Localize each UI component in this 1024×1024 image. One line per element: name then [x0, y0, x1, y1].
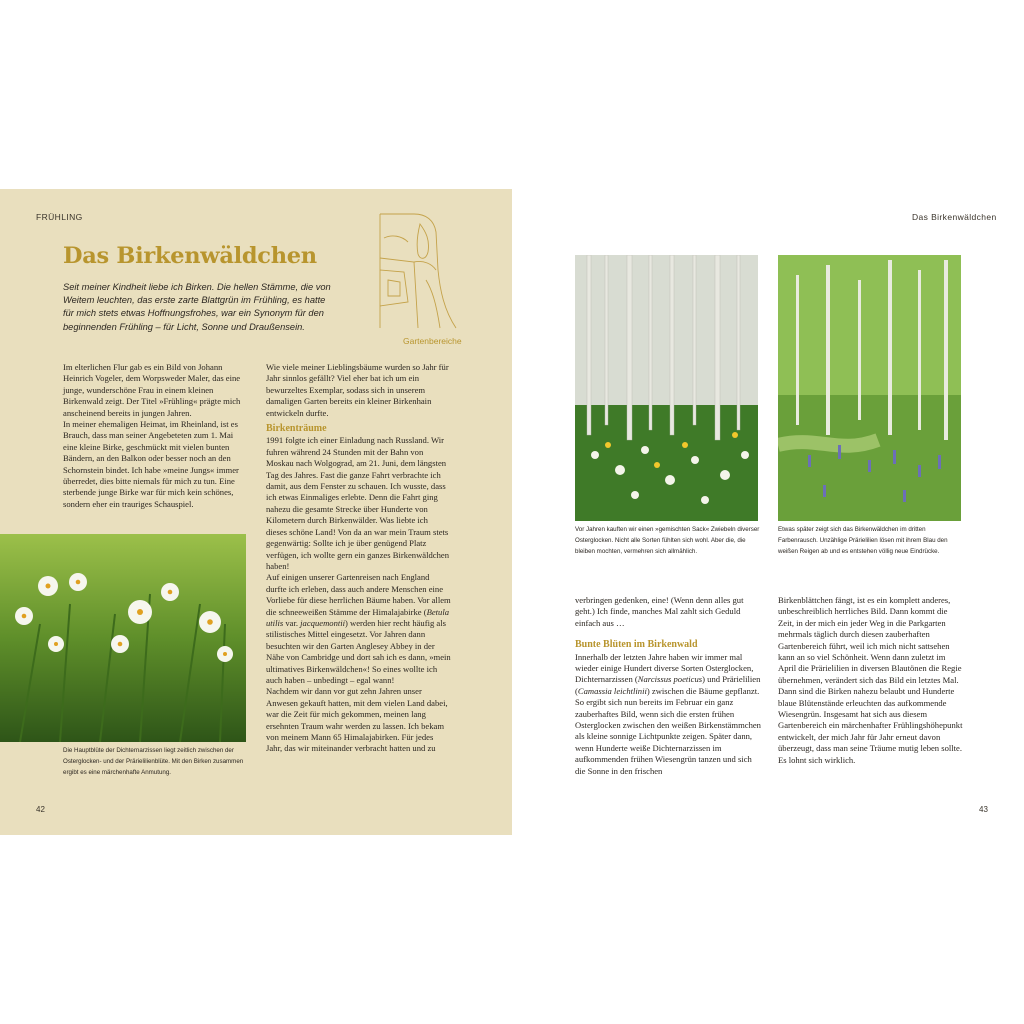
- photo-caption-1: Vor Jahren kauften wir einen »gemischten Sack« Zwiebeln diverser Osterglocken. Nicht alle Sorten fühlten sich wohl. Aber die, die bleiben mochten, vermehren sich allmählich.: [575, 526, 760, 555]
- body-column-2: [266, 362, 451, 755]
- paragraph: In meiner ehemaligen Heimat, im Rheinland, ist es Brauch, dass man seiner Angebeteten zum 1. Mai eine kleine Birke, geschmückt mit vielen bunten Bändern, an den Balkon oder besser noch an den Schornstein bindet. Ich habe »meine Jungs« immer überredet, dies bitte niemals für mich zu tun. Eine sterbende junge Birke war für mich kein schönes, sondern eher ein trauriges Schauspiel.: [63, 419, 239, 509]
- paragraph: Wie viele meiner Lieblingsbäume wurden so Jahr für Jahr sinnlos gefällt? Viel eher bat ich um ein bewurzeltes Exemplar, sodass sich in unserem damaligen Garten bereits ein kleiner Birkenhain entwickeln durfte.: [266, 362, 449, 418]
- paragraph: 1991 folgte ich einer Einladung nach Russland. Wir fuhren während 24 Stunden mit der Bahn von Moskau nach Wolgograd, am 21. Juni, dem längsten Tag des Jahres. Fast die ganze Fahrt verbrachte ich damit, aus dem Fenster zu schauen. Ich wusste, dass ich etwas Einmaliges erlebte. Denn die Fahrt ging nahezu die gesamte Strecke über Hunderte von Kilometern durch Birkenwälder. Was liebte ich dieses schöne Land! Von da an war mein Traum stets gegenwärtig: Sollte ich je über genügend Platz verfügen, ich wollte gern ein ganzes Birkenwäldchen haben!: [266, 435, 450, 571]
- paragraph: Im elterlichen Flur gab es ein Bild von Johann Heinrich Vogeler, dem Worpsweder Maler, das eine junge, wunderschöne Frau in einem kleinen Birkenwald zeigt. Der Titel »Frühling« prägte mich anscheinend bereits in jungen Jahren.: [63, 362, 241, 418]
- body-column-1: [63, 362, 248, 510]
- intro-text: Seit meiner Kindheit liebe ich Birken. Die hellen Stämme, die von Weitem leuchten, das erste zarte Blattgrün im Frühling, es hatte für mich stets etwas Hoffnungsfrohes, war ein Synonym für den beginnenden Frühling – für Licht, Sonne und Draußensein.: [63, 282, 331, 332]
- subheading: Birkenträume: [266, 423, 327, 435]
- running-head-right: Das Birkenwäldchen: [912, 212, 997, 222]
- running-head-left: FRÜHLING: [36, 212, 83, 222]
- body-column-4: [778, 595, 964, 766]
- paragraph: verbringen gedenken, eine! (Wenn denn alles gut geht.) Ich finde, manches Mal zahlt sich Geduld einfach aus …: [575, 595, 744, 628]
- body-column-3: [575, 595, 761, 777]
- narcissus-photo: [0, 534, 246, 742]
- paragraph: Innerhalb der letzten Jahre haben wir immer mal wieder einige Hundert diverse Sorten Osterglocken, Dichternarzissen (Narcissus poeticus) und Prärielilien (Camassia leichtlinii) zwischen die Bäume gepflanzt. So ergibt sich nun bereits im Februar ein ganz zauberhaftes Bild, wenn sich die ersten frühen Osterglocken zwischen den weißen Birkenstämmchen als kleine sonnige Lichtpunkte zeigen. Später dann, wenn Hunderte weiße Dichternarzissen im aufkommenden frühen Wiesengrün tanzen und sich die Sonne in den frischen: [575, 651, 761, 776]
- section-tag: Gartenbereiche: [403, 336, 462, 346]
- subheading: Bunte Blüten im Birkenwald: [575, 639, 698, 651]
- page-title: Das Birkenwäldchen: [63, 243, 317, 269]
- birch-camassia-photo: [778, 255, 961, 521]
- garden-map-illustration: [374, 210, 458, 330]
- photo-caption-left: Die Hauptblüte der Dichternarzissen liegt zeitlich zwischen der Osterglocken- und der Prärielilienblüte. Mit den Birken zusammen ergibt es eine märchenhafte Anmutung.: [63, 747, 244, 776]
- page-number-right: 43: [979, 805, 988, 814]
- paragraph: Auf einigen unserer Gartenreisen nach England durfte ich erleben, dass auch andere Menschen eine Vorliebe für diese herrlichen Bäume haben. Vor allem die schneeweißen Stämme der Himalajabirke (Betula utilis var. jacquemontii) werden hier recht häufig als stilistisches Mittel eingesetzt. Vor Jahren dann besuchten wir den Garten Anglesey Abbey in der Nähe von Cambridge und dort sah ich es dann, »mein ultimatives Birkenwäldchen«! So eines wollte ich auch haben – unbedingt – egal wann!: [266, 572, 451, 685]
- paragraph: Birkenblättchen fängt, ist es ein komplett anderes, unbeschreiblich herrliches Bild. Dann kommt die Zeit, in der mich ein jeder Weg in die Parkgarten mehrmals täglich durch diesen zauberhaften Gartenbereich führt, weil ich mich nicht sattsehen kann an so viel Schönheit. Wenn dann zuletzt im April die Prärielilien in diversen Blautönen die Regie übernehmen, verändert sich das Bild ein letztes Mal. Dann sind die Birken nahezu belaubt und Hunderte blaue Blütenstände erleuchten das aufkommende Wiesengrün. Insgesamt hat sich aus diesem Gartenbereich ein märchenhafter Frühlingshöhepunkt entwickelt, der mich Jahr für Jahr erneut davon überzeugt, dass man seine Träume mutig leben sollte. Es lohnt sich wirklich.: [778, 595, 963, 765]
- page-number-left: 42: [36, 805, 45, 814]
- birch-daffodil-photo: [575, 255, 758, 521]
- paragraph: Nachdem wir dann vor gut zehn Jahren unser Anwesen gekauft hatten, mit dem vielen Land dabei, war die Zeit für mich gekommen, meinen lang ersehnten Traum wahr werden zu lassen. Ich bekam von meinem Mann 65 Himalajabirken. Für jedes Jahr, das wir miteinander verbracht hatten und zu: [266, 686, 448, 754]
- photo-caption-2: Etwas später zeigt sich das Birkenwäldchen im dritten Farbenrausch. Unzählige Prärielilien lösen mit ihrem Blau den weißen Reigen ab und es entstehen völlig neue Eindrücke.: [778, 526, 948, 555]
